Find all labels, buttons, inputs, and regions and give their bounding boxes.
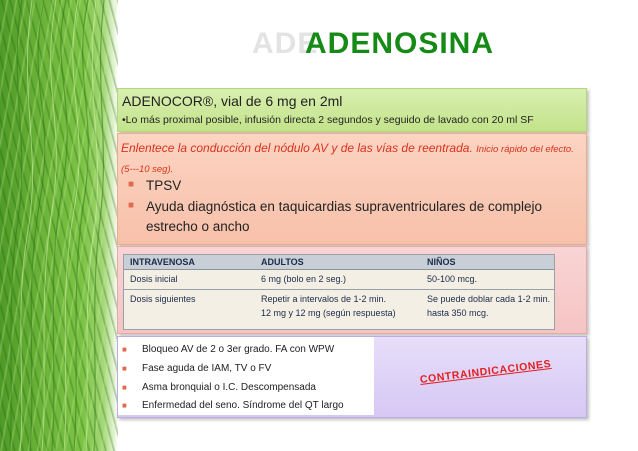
bullet-icon: ■ <box>128 200 135 211</box>
bullet-icon: ■ <box>128 179 135 190</box>
title-ghost-text: ADE <box>252 27 319 60</box>
presentation-box <box>117 88 587 132</box>
table-header-row <box>124 255 554 270</box>
table-header: NIÑOS <box>427 257 456 267</box>
bullet-icon: ■ <box>122 383 127 392</box>
list-item-text: estrecho o ancho <box>146 219 250 234</box>
mechanism-onset: Inicio rápido del efecto. (5---10 seg). <box>121 144 574 175</box>
contraindications-label: CONTRAINDICACIONES <box>419 357 552 386</box>
table-cell: hasta 350 mcg. <box>427 308 489 318</box>
table-cell: 6 mg (bolo en 2 seg.) <box>261 274 347 284</box>
grass-decoration <box>0 0 118 451</box>
table-cell: Repetir a intervalos de 1-2 min. <box>261 294 387 304</box>
contraindications-list <box>118 337 374 415</box>
bullet-icon: ■ <box>122 364 127 373</box>
indications-box <box>117 133 587 245</box>
dosage-table <box>123 254 555 330</box>
table-cell: 12 mg y 12 mg (según respuesta) <box>261 308 396 318</box>
table-divider <box>124 289 554 290</box>
list-item-text: TPSV <box>146 178 182 193</box>
table-header: INTRAVENOSA <box>130 257 195 267</box>
bullet-icon: ■ <box>122 401 127 410</box>
list-item-text: Ayuda diagnóstica en taquicardias supraventriculares de complejo <box>146 199 542 214</box>
table-cell: Se puede doblar cada 1-2 min. <box>427 294 551 304</box>
bullet-icon: ■ <box>122 345 127 354</box>
list-item-text: Asma bronquial o I.C. Descompensada <box>142 382 316 393</box>
table-cell: Dosis inicial <box>130 274 178 284</box>
list-item-text: Bloqueo AV de 2 o 3er grado. FA con WPW <box>142 344 335 355</box>
list-item-text: Fase aguda de IAM, TV o FV <box>142 363 272 374</box>
administration-line: •Lo más proximal posible, infusión directa 2 segundos y seguido de lavado con 20 ml SF <box>122 114 534 126</box>
mechanism-main: Enlentece la conducción del nódulo AV y de las vías de reentrada. <box>121 141 473 155</box>
table-cell: Dosis siguientes <box>130 294 196 304</box>
list-item-text: Enfermedad del seno. Síndrome del QT largo <box>142 400 344 411</box>
mechanism-text <box>121 139 579 179</box>
page-title: ADENOSINA <box>305 27 495 60</box>
table-cell: 50-100 mcg. <box>427 274 478 284</box>
grass-blades-image <box>0 0 118 451</box>
table-header: ADULTOS <box>261 257 304 267</box>
presentation-line: ADENOCOR®, vial de 6 mg en 2ml <box>122 93 343 109</box>
